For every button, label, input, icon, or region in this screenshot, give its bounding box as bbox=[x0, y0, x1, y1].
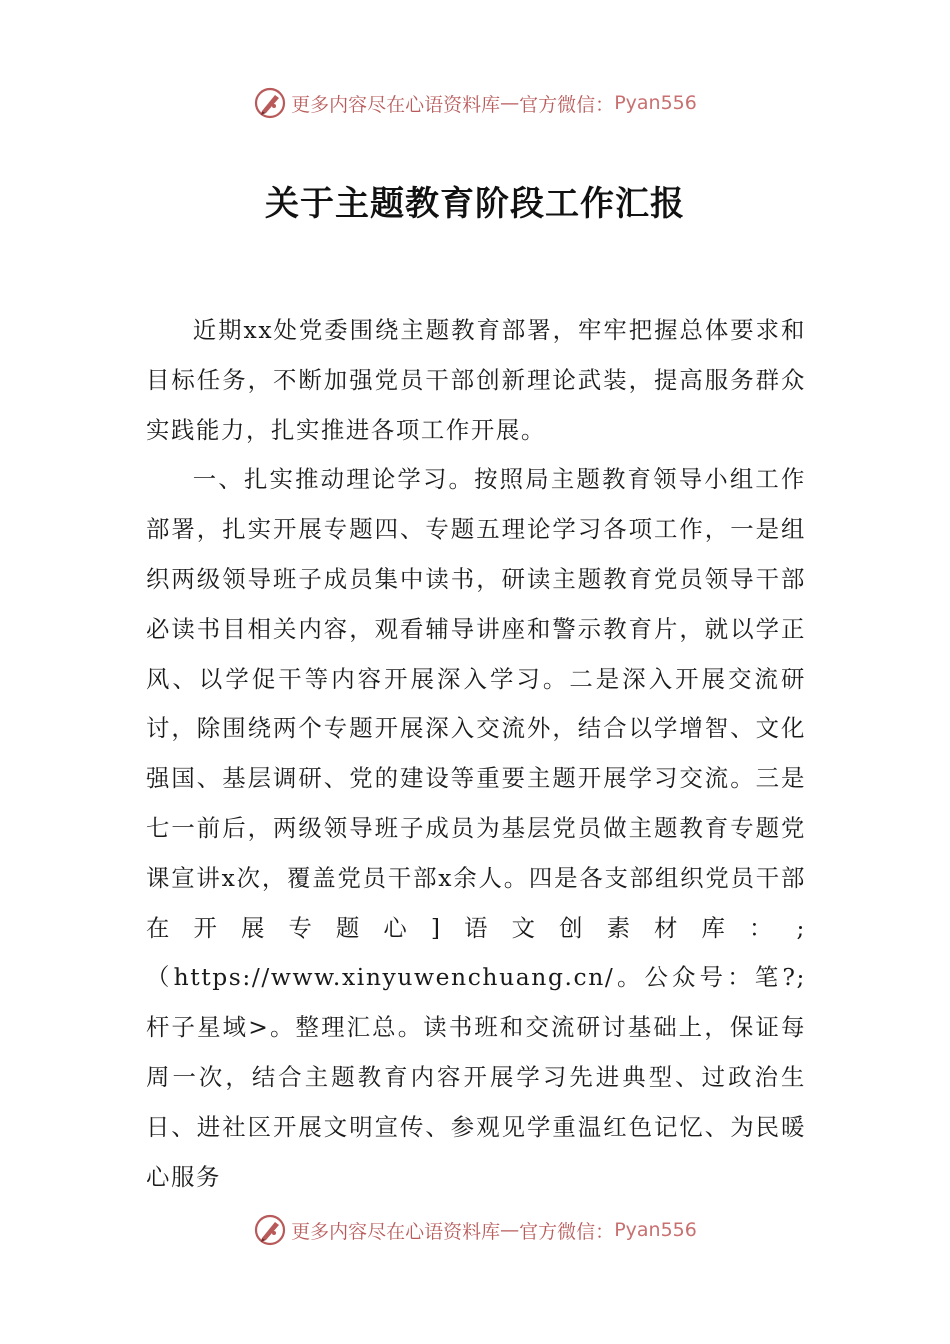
banner-official-label: 官方微信： bbox=[519, 93, 615, 116]
footer-watermark-banner bbox=[0, 1210, 950, 1250]
banner-official-label: 官方微信： bbox=[519, 1220, 615, 1243]
pen-circle-logo-icon bbox=[253, 1213, 287, 1247]
banner-dash: — bbox=[500, 1219, 520, 1241]
document-title: 关于主题教育阶段工作汇报 bbox=[265, 184, 685, 224]
paragraph-theory-study: 一、扎实推动理论学习。按照局主题教育领导小组工作部署，扎实开展专题四、专题五理论学习各项工作，一是组织两级领导班子成员集中读书，研读主题教育党员领导干部必读书目相关内容，观看辅导讲座和警示教育片，就以学正风、以学促干等内容开展深入学习。二是深入开展交流研讨，除围绕两个专题开展深入交流外，结合以学增智、文化强国、基层调研、党的建设等重要主题开展学习交流。三是七一前后，两级领导班子成员为基层党员做主题教育专题党课宣讲x次，覆盖党员干部x余人。四是各支部组织党员干部在开展专题心]语文创素材库：;（https://www.xinyuwenchuang.cn/。公众号：笔?;杆子星域>。整理汇总。读书班和交流研讨基础上，保证每周一次，结合主题教育内容开展学习先进典型、过政治生日、进社区开展文明宣传、参观见学重温红色记忆、为民暖心服务 bbox=[146, 465, 806, 1191]
header-watermark-banner bbox=[0, 83, 950, 123]
banner-dash: — bbox=[500, 92, 520, 114]
banner-text: 更多内容尽在心语资料库 bbox=[291, 1220, 501, 1243]
pen-circle-logo-icon bbox=[253, 86, 287, 120]
banner-wechat-id: Pyan556 bbox=[614, 92, 697, 114]
banner-wechat-id: Pyan556 bbox=[614, 1219, 697, 1241]
paragraph-intro: 近期xx处党委围绕主题教育部署，牢牢把握总体要求和目标任务，不断加强党员干部创新理论武装，提高服务群众实践能力，扎实推进各项工作开展。 bbox=[146, 316, 806, 444]
document-body bbox=[146, 306, 806, 1202]
banner-text: 更多内容尽在心语资料库 bbox=[291, 93, 501, 116]
